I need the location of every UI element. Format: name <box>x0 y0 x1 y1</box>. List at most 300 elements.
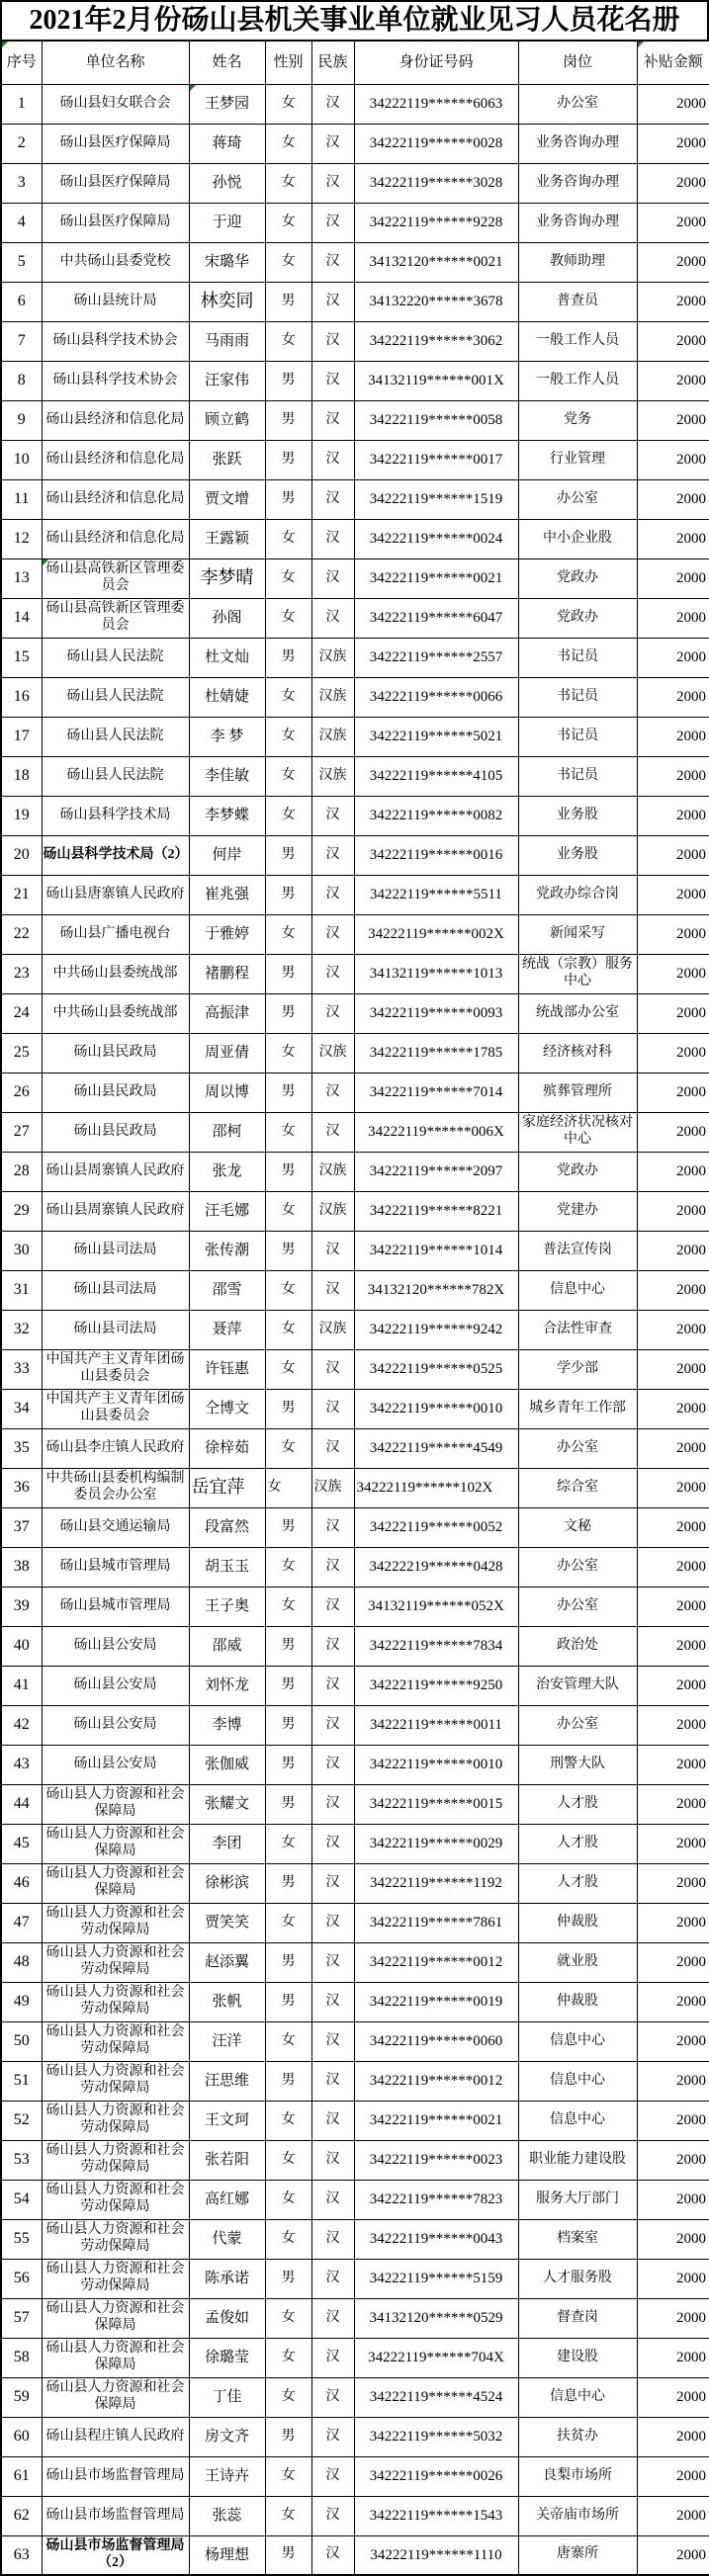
table-row <box>1 1903 709 1942</box>
cell-idnum: 34132119******001X <box>354 361 518 400</box>
cell-idnum: 34222119******0024 <box>354 519 518 558</box>
cell-seq: 2 <box>1 124 42 163</box>
cell-ethnic: 汉 <box>311 2298 354 2338</box>
cell-seq: 21 <box>1 875 42 914</box>
cell-name: 王梦园 <box>189 84 265 124</box>
cell-seq: 17 <box>1 717 42 756</box>
cell-amount: 2000 <box>637 242 709 282</box>
cell-pos: 业务股 <box>518 835 637 875</box>
table-row <box>1 1349 709 1389</box>
cell-seq: 32 <box>1 1310 42 1349</box>
cell-ethnic: 汉 <box>311 2259 354 2298</box>
cell-idnum: 34222219******0428 <box>354 1547 518 1587</box>
cell-gender: 男 <box>265 1666 311 1705</box>
cell-seq: 35 <box>1 1428 42 1468</box>
cell-name: 周以博 <box>189 1073 265 1112</box>
cell-seq: 11 <box>1 479 42 519</box>
cell-amount: 2000 <box>637 2259 709 2298</box>
table-row <box>1 1824 709 1863</box>
cell-unit: 砀山县科学技术协会 <box>42 361 189 400</box>
cell-name: 徐璐莹 <box>189 2338 265 2377</box>
cell-pos: 办公室 <box>518 1705 637 1745</box>
cell-ethnic: 汉 <box>311 242 354 282</box>
cell-gender: 女 <box>265 1824 311 1863</box>
cell-unit: 砀山县经济和信息化局 <box>42 479 189 519</box>
cell-amount: 2000 <box>637 875 709 914</box>
table-row <box>1 1152 709 1191</box>
table-row <box>1 2101 709 2140</box>
cell-seq: 23 <box>1 954 42 993</box>
cell-amount: 2000 <box>637 1666 709 1705</box>
cell-name: 徐彬滨 <box>189 1863 265 1903</box>
column-header-1: 单位名称 <box>42 41 189 84</box>
cell-ethnic: 汉 <box>311 203 354 242</box>
cell-ethnic: 汉 <box>311 282 354 321</box>
cell-unit: 砀山县人民法院 <box>42 638 189 677</box>
cell-ethnic: 汉 <box>311 2061 354 2101</box>
cell-gender: 男 <box>265 638 311 677</box>
cell-idnum: 34222119******1785 <box>354 1033 518 1073</box>
cell-ethnic: 汉 <box>311 1073 354 1112</box>
cell-idnum: 34222119******7834 <box>354 1626 518 1666</box>
cell-idnum: 34222119******9228 <box>354 203 518 242</box>
cell-gender: 男 <box>265 1784 311 1824</box>
table-row <box>1 2338 709 2377</box>
table-row <box>1 598 709 638</box>
cell-idnum: 34222119******7823 <box>354 2180 518 2219</box>
cell-amount: 2000 <box>637 2417 709 2456</box>
cell-pos: 党政办 <box>518 598 637 638</box>
cell-name: 汪思维 <box>189 2061 265 2101</box>
cell-amount: 2000 <box>637 1310 709 1349</box>
cell-name: 张耀文 <box>189 1784 265 1824</box>
cell-amount: 2000 <box>637 1745 709 1784</box>
cell-seq: 39 <box>1 1587 42 1626</box>
cell-name: 张蕊 <box>189 2496 265 2535</box>
cell-unit: 砀山县李庄镇人民政府 <box>42 1428 189 1468</box>
table-row <box>1 1073 709 1112</box>
cell-unit: 砀山县唐寨镇人民政府 <box>42 875 189 914</box>
cell-amount: 2000 <box>637 479 709 519</box>
cell-gender: 男 <box>265 440 311 479</box>
cell-gender: 女 <box>265 84 311 124</box>
cell-amount: 2000 <box>637 1270 709 1310</box>
cell-idnum: 34222119******7014 <box>354 1073 518 1112</box>
cell-unit: 砀山县司法局 <box>42 1270 189 1310</box>
cell-pos: 业务咨询办理 <box>518 203 637 242</box>
cell-pos: 党政办 <box>518 558 637 598</box>
cell-amount: 2000 <box>637 440 709 479</box>
cell-idnum: 34222119******6063 <box>354 84 518 124</box>
table-row <box>1 558 709 598</box>
cell-seq: 56 <box>1 2259 42 2298</box>
cell-unit: 砀山县民政局 <box>42 1073 189 1112</box>
table-row <box>1 1626 709 1666</box>
table-row <box>1 519 709 558</box>
cell-unit: 砀山县医疗保障局 <box>42 203 189 242</box>
cell-gender: 女 <box>265 2298 311 2338</box>
cell-ethnic: 汉 <box>311 1982 354 2021</box>
cell-gender: 女 <box>265 717 311 756</box>
cell-seq: 55 <box>1 2219 42 2259</box>
cell-idnum: 34222119******4105 <box>354 756 518 796</box>
cell-seq: 46 <box>1 1863 42 1903</box>
cell-seq: 15 <box>1 638 42 677</box>
cell-amount: 2000 <box>637 1112 709 1152</box>
cell-ethnic: 汉 <box>311 1784 354 1824</box>
table-row <box>1 1784 709 1824</box>
cell-unit: 砀山县周寨镇人民政府 <box>42 1191 189 1231</box>
cell-gender: 女 <box>265 1547 311 1587</box>
cell-seq: 5 <box>1 242 42 282</box>
cell-ethnic: 汉 <box>311 954 354 993</box>
cell-unit: 中共砀山县委机构编制委员会办公室 <box>42 1468 189 1507</box>
cell-pos: 统战（宗教）服务中心 <box>518 954 637 993</box>
cell-pos: 党建办 <box>518 1191 637 1231</box>
cell-amount: 2000 <box>637 1982 709 2021</box>
cell-unit: 砀山县科学技术局（2） <box>42 835 189 875</box>
cell-unit: 砀山县高铁新区管理委员会 <box>42 558 189 598</box>
cell-unit: 砀山县人力资源和社会保障局 <box>42 2338 189 2377</box>
cell-pos: 合法性审查 <box>518 1310 637 1349</box>
cell-amount: 2000 <box>637 2061 709 2101</box>
cell-ethnic: 汉 <box>311 2101 354 2140</box>
cell-ethnic: 汉 <box>311 2021 354 2061</box>
cell-ethnic: 汉 <box>311 2535 354 2575</box>
cell-unit: 砀山县交通运输局 <box>42 1507 189 1547</box>
cell-name: 于雅婷 <box>189 914 265 954</box>
cell-amount: 2000 <box>637 282 709 321</box>
cell-unit: 砀山县人力资源和社会劳动保障局 <box>42 1903 189 1942</box>
cell-amount: 2000 <box>637 558 709 598</box>
cell-unit: 砀山县市场监督管理局 <box>42 2496 189 2535</box>
cell-pos: 督查岗 <box>518 2298 637 2338</box>
cell-ethnic: 汉 <box>311 1705 354 1745</box>
cell-seq: 26 <box>1 1073 42 1112</box>
cell-gender: 女 <box>265 1428 311 1468</box>
cell-gender: 女 <box>265 677 311 717</box>
table-row <box>1 1033 709 1073</box>
cell-name: 徐梓茹 <box>189 1428 265 1468</box>
cell-ethnic: 汉 <box>311 1507 354 1547</box>
cell-ethnic: 汉 <box>311 2338 354 2377</box>
error-indicator <box>2 42 8 47</box>
cell-amount: 2000 <box>637 1903 709 1942</box>
cell-gender: 男 <box>265 400 311 440</box>
cell-unit: 砀山县广播电视台 <box>42 914 189 954</box>
cell-amount: 2000 <box>637 2535 709 2575</box>
cell-unit: 砀山县人力资源和社会保障局 <box>42 2298 189 2338</box>
table-row <box>1 717 709 756</box>
cell-unit: 砀山县科学技术协会 <box>42 321 189 361</box>
cell-amount: 2000 <box>637 1428 709 1468</box>
cell-amount: 2000 <box>637 1626 709 1666</box>
table-row <box>1 321 709 361</box>
cell-name: 王文珂 <box>189 2101 265 2140</box>
cell-pos: 党务 <box>518 400 637 440</box>
cell-gender: 女 <box>265 124 311 163</box>
cell-seq: 42 <box>1 1705 42 1745</box>
cell-unit: 中共砀山县委统战部 <box>42 993 189 1033</box>
cell-name: 邵雪 <box>189 1270 265 1310</box>
cell-pos: 信息中心 <box>518 2061 637 2101</box>
cell-unit: 砀山县人力资源和社会保障局 <box>42 1863 189 1903</box>
cell-pos: 信息中心 <box>518 2021 637 2061</box>
cell-idnum: 34222119******0029 <box>354 1824 518 1863</box>
cell-idnum: 34222119******0023 <box>354 2140 518 2180</box>
cell-idnum: 34222119******0016 <box>354 835 518 875</box>
cell-seq: 58 <box>1 2338 42 2377</box>
cell-ethnic: 汉 <box>311 1745 354 1784</box>
column-header-2: 姓名 <box>189 41 265 84</box>
cell-name: 张龙 <box>189 1152 265 1191</box>
cell-amount: 2000 <box>637 2377 709 2417</box>
table-row <box>1 1863 709 1903</box>
cell-gender: 女 <box>265 1349 311 1389</box>
cell-amount: 2000 <box>637 1784 709 1824</box>
table-row <box>1 282 709 321</box>
cell-idnum: 34222119******5159 <box>354 2259 518 2298</box>
cell-amount: 2000 <box>637 2140 709 2180</box>
table-row <box>1 875 709 914</box>
cell-name: 宋璐华 <box>189 242 265 282</box>
cell-unit: 砀山县科学技术局 <box>42 796 189 835</box>
cell-seq: 7 <box>1 321 42 361</box>
cell-unit: 砀山县公安局 <box>42 1745 189 1784</box>
cell-ethnic: 汉 <box>311 1587 354 1626</box>
cell-unit: 砀山县司法局 <box>42 1231 189 1270</box>
cell-name: 孙悦 <box>189 163 265 203</box>
cell-seq: 37 <box>1 1507 42 1547</box>
cell-unit: 砀山县公安局 <box>42 1626 189 1666</box>
cell-amount: 2000 <box>637 1349 709 1389</box>
cell-gender: 女 <box>265 163 311 203</box>
cell-pos: 中小企业股 <box>518 519 637 558</box>
cell-idnum: 34222119******1014 <box>354 1231 518 1270</box>
table-row <box>1 1942 709 1982</box>
table-row <box>1 1389 709 1428</box>
cell-amount: 2000 <box>637 638 709 677</box>
cell-gender: 女 <box>265 914 311 954</box>
cell-amount: 2000 <box>637 1152 709 1191</box>
cell-pos: 仲裁股 <box>518 1982 637 2021</box>
error-indicator <box>638 42 644 47</box>
cell-pos: 人才股 <box>518 1784 637 1824</box>
cell-idnum: 34222119******4549 <box>354 1428 518 1468</box>
cell-seq: 14 <box>1 598 42 638</box>
cell-unit: 砀山县高铁新区管理委员会 <box>42 598 189 638</box>
cell-gender: 男 <box>265 2259 311 2298</box>
cell-seq: 51 <box>1 2061 42 2101</box>
cell-seq: 28 <box>1 1152 42 1191</box>
cell-seq: 31 <box>1 1270 42 1310</box>
cell-ethnic: 汉 <box>311 1231 354 1270</box>
cell-unit: 砀山县人力资源和社会保障局 <box>42 1824 189 1863</box>
cell-name: 张跃 <box>189 440 265 479</box>
cell-ethnic: 汉族 <box>311 1191 354 1231</box>
cell-name: 高振津 <box>189 993 265 1033</box>
cell-amount: 2000 <box>637 203 709 242</box>
cell-name: 杜文灿 <box>189 638 265 677</box>
cell-ethnic: 汉 <box>311 835 354 875</box>
cell-name: 李 梦 <box>189 717 265 756</box>
cell-seq: 19 <box>1 796 42 835</box>
cell-idnum: 34222119******0028 <box>354 124 518 163</box>
cell-pos: 新闻采写 <box>518 914 637 954</box>
cell-pos: 人才股 <box>518 1863 637 1903</box>
cell-seq: 34 <box>1 1389 42 1428</box>
cell-ethnic: 汉 <box>311 361 354 400</box>
cell-seq: 41 <box>1 1666 42 1705</box>
cell-name: 李梦蝶 <box>189 796 265 835</box>
cell-idnum: 34222119******3028 <box>354 163 518 203</box>
cell-gender: 男 <box>265 1863 311 1903</box>
cell-pos: 一般工作人员 <box>518 321 637 361</box>
cell-gender: 女 <box>265 1112 311 1152</box>
table-row <box>1 1112 709 1152</box>
table-row <box>1 361 709 400</box>
cell-name: 李团 <box>189 1824 265 1863</box>
cell-name: 褚鹏程 <box>189 954 265 993</box>
cell-amount: 2000 <box>637 400 709 440</box>
cell-pos: 党政办 <box>518 1152 637 1191</box>
cell-idnum: 34222119******0019 <box>354 1982 518 2021</box>
cell-name: 杨理想 <box>189 2535 265 2575</box>
table-row <box>1 1982 709 2021</box>
cell-name: 马雨雨 <box>189 321 265 361</box>
table-row <box>1 1191 709 1231</box>
cell-seq: 43 <box>1 1745 42 1784</box>
cell-idnum: 34222119******1192 <box>354 1863 518 1903</box>
cell-gender: 女 <box>265 2338 311 2377</box>
cell-seq: 52 <box>1 2101 42 2140</box>
table-row <box>1 1270 709 1310</box>
cell-ethnic: 汉 <box>311 400 354 440</box>
cell-name: 何岸 <box>189 835 265 875</box>
cell-seq: 40 <box>1 1626 42 1666</box>
table-row <box>1 242 709 282</box>
cell-unit: 砀山县民政局 <box>42 1112 189 1152</box>
cell-name: 李佳敏 <box>189 756 265 796</box>
cell-unit: 砀山县程庄镇人民政府 <box>42 2417 189 2456</box>
cell-name: 刘怀龙 <box>189 1666 265 1705</box>
cell-pos: 书记员 <box>518 756 637 796</box>
cell-amount: 2000 <box>637 993 709 1033</box>
cell-idnum: 34132120******0021 <box>354 242 518 282</box>
cell-ethnic: 汉 <box>311 519 354 558</box>
cell-amount: 2000 <box>637 2338 709 2377</box>
column-header-3: 性别 <box>265 41 311 84</box>
cell-name: 王子奥 <box>189 1587 265 1626</box>
table-row <box>1 2219 709 2259</box>
cell-idnum: 34132220******3678 <box>354 282 518 321</box>
cell-gender: 女 <box>265 2021 311 2061</box>
table-row <box>1 163 709 203</box>
page-title: 2021年2月份砀山县机关事业单位就业见习人员花名册 <box>0 0 709 40</box>
cell-idnum: 34222119******5511 <box>354 875 518 914</box>
cell-unit: 砀山县周寨镇人民政府 <box>42 1152 189 1191</box>
cell-seq: 61 <box>1 2456 42 2496</box>
cell-pos: 信息中心 <box>518 2377 637 2417</box>
cell-ethnic: 汉 <box>311 1270 354 1310</box>
cell-pos: 办公室 <box>518 1547 637 1587</box>
cell-seq: 57 <box>1 2298 42 2338</box>
cell-pos: 城乡青年工作部 <box>518 1389 637 1428</box>
cell-unit: 中共砀山县委统战部 <box>42 954 189 993</box>
cell-ethnic: 汉 <box>311 2219 354 2259</box>
cell-unit: 砀山县医疗保障局 <box>42 163 189 203</box>
cell-pos: 政治处 <box>518 1626 637 1666</box>
cell-pos: 综合室 <box>518 1468 637 1507</box>
cell-unit: 砀山县人力资源和社会劳动保障局 <box>42 2140 189 2180</box>
cell-seq: 20 <box>1 835 42 875</box>
cell-amount: 2000 <box>637 1033 709 1073</box>
cell-pos: 人才股 <box>518 1824 637 1863</box>
cell-amount: 2000 <box>637 1863 709 1903</box>
cell-pos: 办公室 <box>518 1587 637 1626</box>
cell-unit: 砀山县人力资源和社会劳动保障局 <box>42 2259 189 2298</box>
cell-ethnic: 汉 <box>311 163 354 203</box>
cell-name: 赵添翼 <box>189 1942 265 1982</box>
cell-name: 孙阁 <box>189 598 265 638</box>
table-row <box>1 84 709 124</box>
column-header-7: 补贴金额 <box>637 41 709 84</box>
cell-idnum: 34222119******1543 <box>354 2496 518 2535</box>
cell-ethnic: 汉 <box>311 875 354 914</box>
cell-unit: 砀山县经济和信息化局 <box>42 519 189 558</box>
cell-pos: 扶贫办 <box>518 2417 637 2456</box>
cell-seq: 22 <box>1 914 42 954</box>
cell-ethnic: 汉 <box>311 598 354 638</box>
cell-name: 汪洋 <box>189 2021 265 2061</box>
cell-unit: 砀山县妇女联合会 <box>42 84 189 124</box>
cell-unit: 砀山县公安局 <box>42 1666 189 1705</box>
cell-gender: 女 <box>265 796 311 835</box>
cell-gender: 女 <box>265 519 311 558</box>
cell-amount: 2000 <box>637 1073 709 1112</box>
cell-pos: 党政办综合岗 <box>518 875 637 914</box>
cell-pos: 仲裁股 <box>518 1903 637 1942</box>
cell-unit: 砀山县城市管理局 <box>42 1547 189 1587</box>
cell-ethnic: 汉 <box>311 1666 354 1705</box>
cell-idnum: 34222119******0012 <box>354 2061 518 2101</box>
cell-gender: 男 <box>265 2417 311 2456</box>
cell-name: 岳宜萍 <box>189 1468 265 1507</box>
cell-idnum: 34222119******8221 <box>354 1191 518 1231</box>
cell-gender: 女 <box>265 2219 311 2259</box>
cell-amount: 2000 <box>637 914 709 954</box>
table-row <box>1 954 709 993</box>
cell-ethnic: 汉 <box>311 1547 354 1587</box>
cell-name: 张若阳 <box>189 2140 265 2180</box>
cell-name: 房文齐 <box>189 2417 265 2456</box>
cell-name: 于迎 <box>189 203 265 242</box>
table-row <box>1 2377 709 2417</box>
cell-name: 代蒙 <box>189 2219 265 2259</box>
cell-ethnic: 汉 <box>311 84 354 124</box>
table-row <box>1 1705 709 1745</box>
cell-amount: 2000 <box>637 2180 709 2219</box>
cell-amount: 2000 <box>637 1191 709 1231</box>
cell-seq: 29 <box>1 1191 42 1231</box>
cell-idnum: 34222119******0010 <box>354 1745 518 1784</box>
cell-idnum: 34222119******3062 <box>354 321 518 361</box>
cell-pos: 唐寨所 <box>518 2535 637 2575</box>
table-row <box>1 203 709 242</box>
cell-gender: 女 <box>265 558 311 598</box>
cell-gender: 女 <box>265 1468 311 1507</box>
cell-gender: 男 <box>265 361 311 400</box>
